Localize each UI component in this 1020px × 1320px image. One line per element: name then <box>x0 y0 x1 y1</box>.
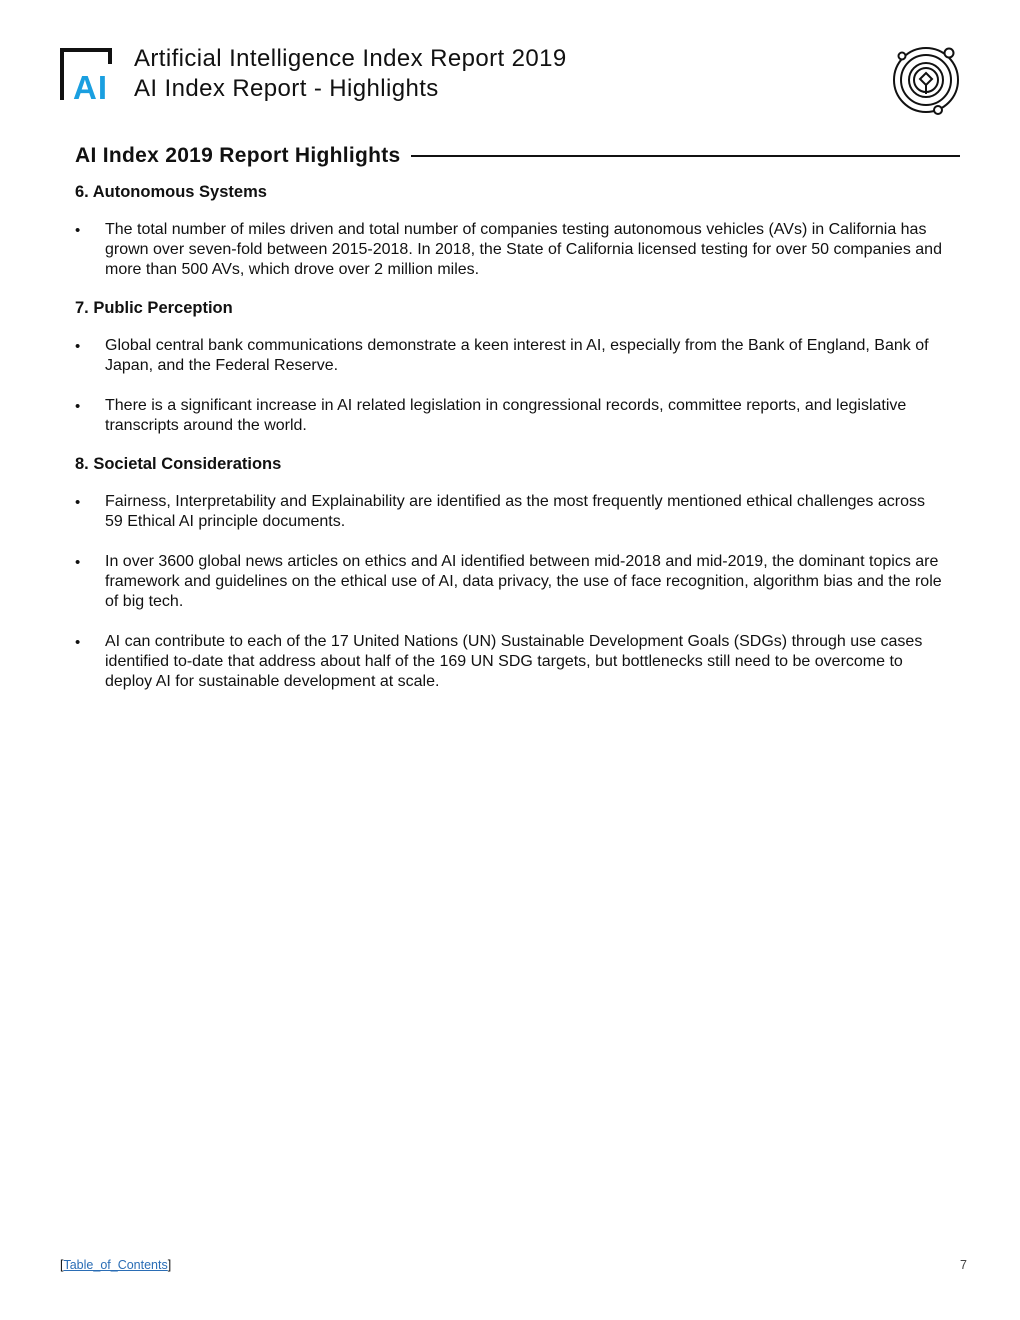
list-item <box>75 336 945 376</box>
list-item <box>75 396 945 436</box>
section-heading: 6. Autonomous Systems <box>75 183 267 201</box>
report-title: Artificial Intelligence Index Report 2019 <box>134 45 567 72</box>
ai-index-logo <box>60 46 120 102</box>
page-header <box>60 44 964 119</box>
logo-text: AI <box>73 69 108 102</box>
page-title: AI Index 2019 Report Highlights <box>75 144 401 167</box>
bullet-icon: • <box>75 398 81 415</box>
report-titles <box>134 44 567 104</box>
bullet-icon: • <box>75 338 81 355</box>
section-heading: 8. Societal Considerations <box>75 455 282 473</box>
bullet-list <box>75 220 945 280</box>
bullet-icon: • <box>75 222 81 239</box>
bullet-text: Fairness, Interpretability and Explainability are identified as the most frequently mentioned ethical challenges across 59 Ethical AI principle documents. <box>105 493 925 530</box>
section-autonomous-systems <box>75 180 945 280</box>
bullet-list <box>75 492 945 692</box>
bullet-icon: • <box>75 554 81 571</box>
bullet-text: In over 3600 global news articles on ethics and AI identified between mid-2018 and mid-2019, the dominant topics are framework and guidelines on the ethical use of AI, data privacy, the use of face recognition, algorithm bias and the role of big tech. <box>105 553 942 610</box>
bullet-text: There is a significant increase in AI related legislation in congressional records, committee reports, and legislative transcripts around the world. <box>105 397 907 434</box>
list-item <box>75 632 945 692</box>
bullet-icon: • <box>75 494 81 511</box>
orbit-emblem-icon <box>892 44 964 116</box>
list-item <box>75 492 945 532</box>
section-public-perception <box>75 296 945 436</box>
section-societal-considerations <box>75 452 945 692</box>
page-number: 7 <box>960 1258 967 1272</box>
section-heading: 7. Public Perception <box>75 299 233 317</box>
bullet-list <box>75 336 945 436</box>
highlights-content <box>75 180 945 708</box>
bracket-open: [ <box>60 1258 64 1272</box>
heading-rule <box>411 155 960 157</box>
list-item <box>75 552 945 612</box>
highlights-heading <box>75 141 960 171</box>
bullet-text: The total number of miles driven and total number of companies testing autonomous vehicles (AVs) in California has grown over seven-fold between 2015-2018. In 2018, the State of California licensed testing for over 50 companies and more than 500 AVs, which drove over 2 million miles. <box>105 221 942 278</box>
report-subtitle: AI Index Report - Highlights <box>134 75 439 102</box>
list-item <box>75 220 945 280</box>
bullet-icon: • <box>75 634 81 651</box>
bullet-text: AI can contribute to each of the 17 United Nations (UN) Sustainable Development Goals (SDGs) through use cases identified to-date that address about half of the 169 UN SDG targets, but bottlenecks still need to be overcome to deploy AI for sustainable development at scale. <box>105 633 923 690</box>
bullet-text: Global central bank communications demonstrate a keen interest in AI, especially from the Bank of England, Bank of Japan, and the Federal Reserve. <box>105 337 929 374</box>
table-of-contents-link <box>60 1258 171 1272</box>
bracket-close: ] <box>167 1258 172 1272</box>
toc-link[interactable]: Table_of_Contents <box>63 1258 168 1272</box>
